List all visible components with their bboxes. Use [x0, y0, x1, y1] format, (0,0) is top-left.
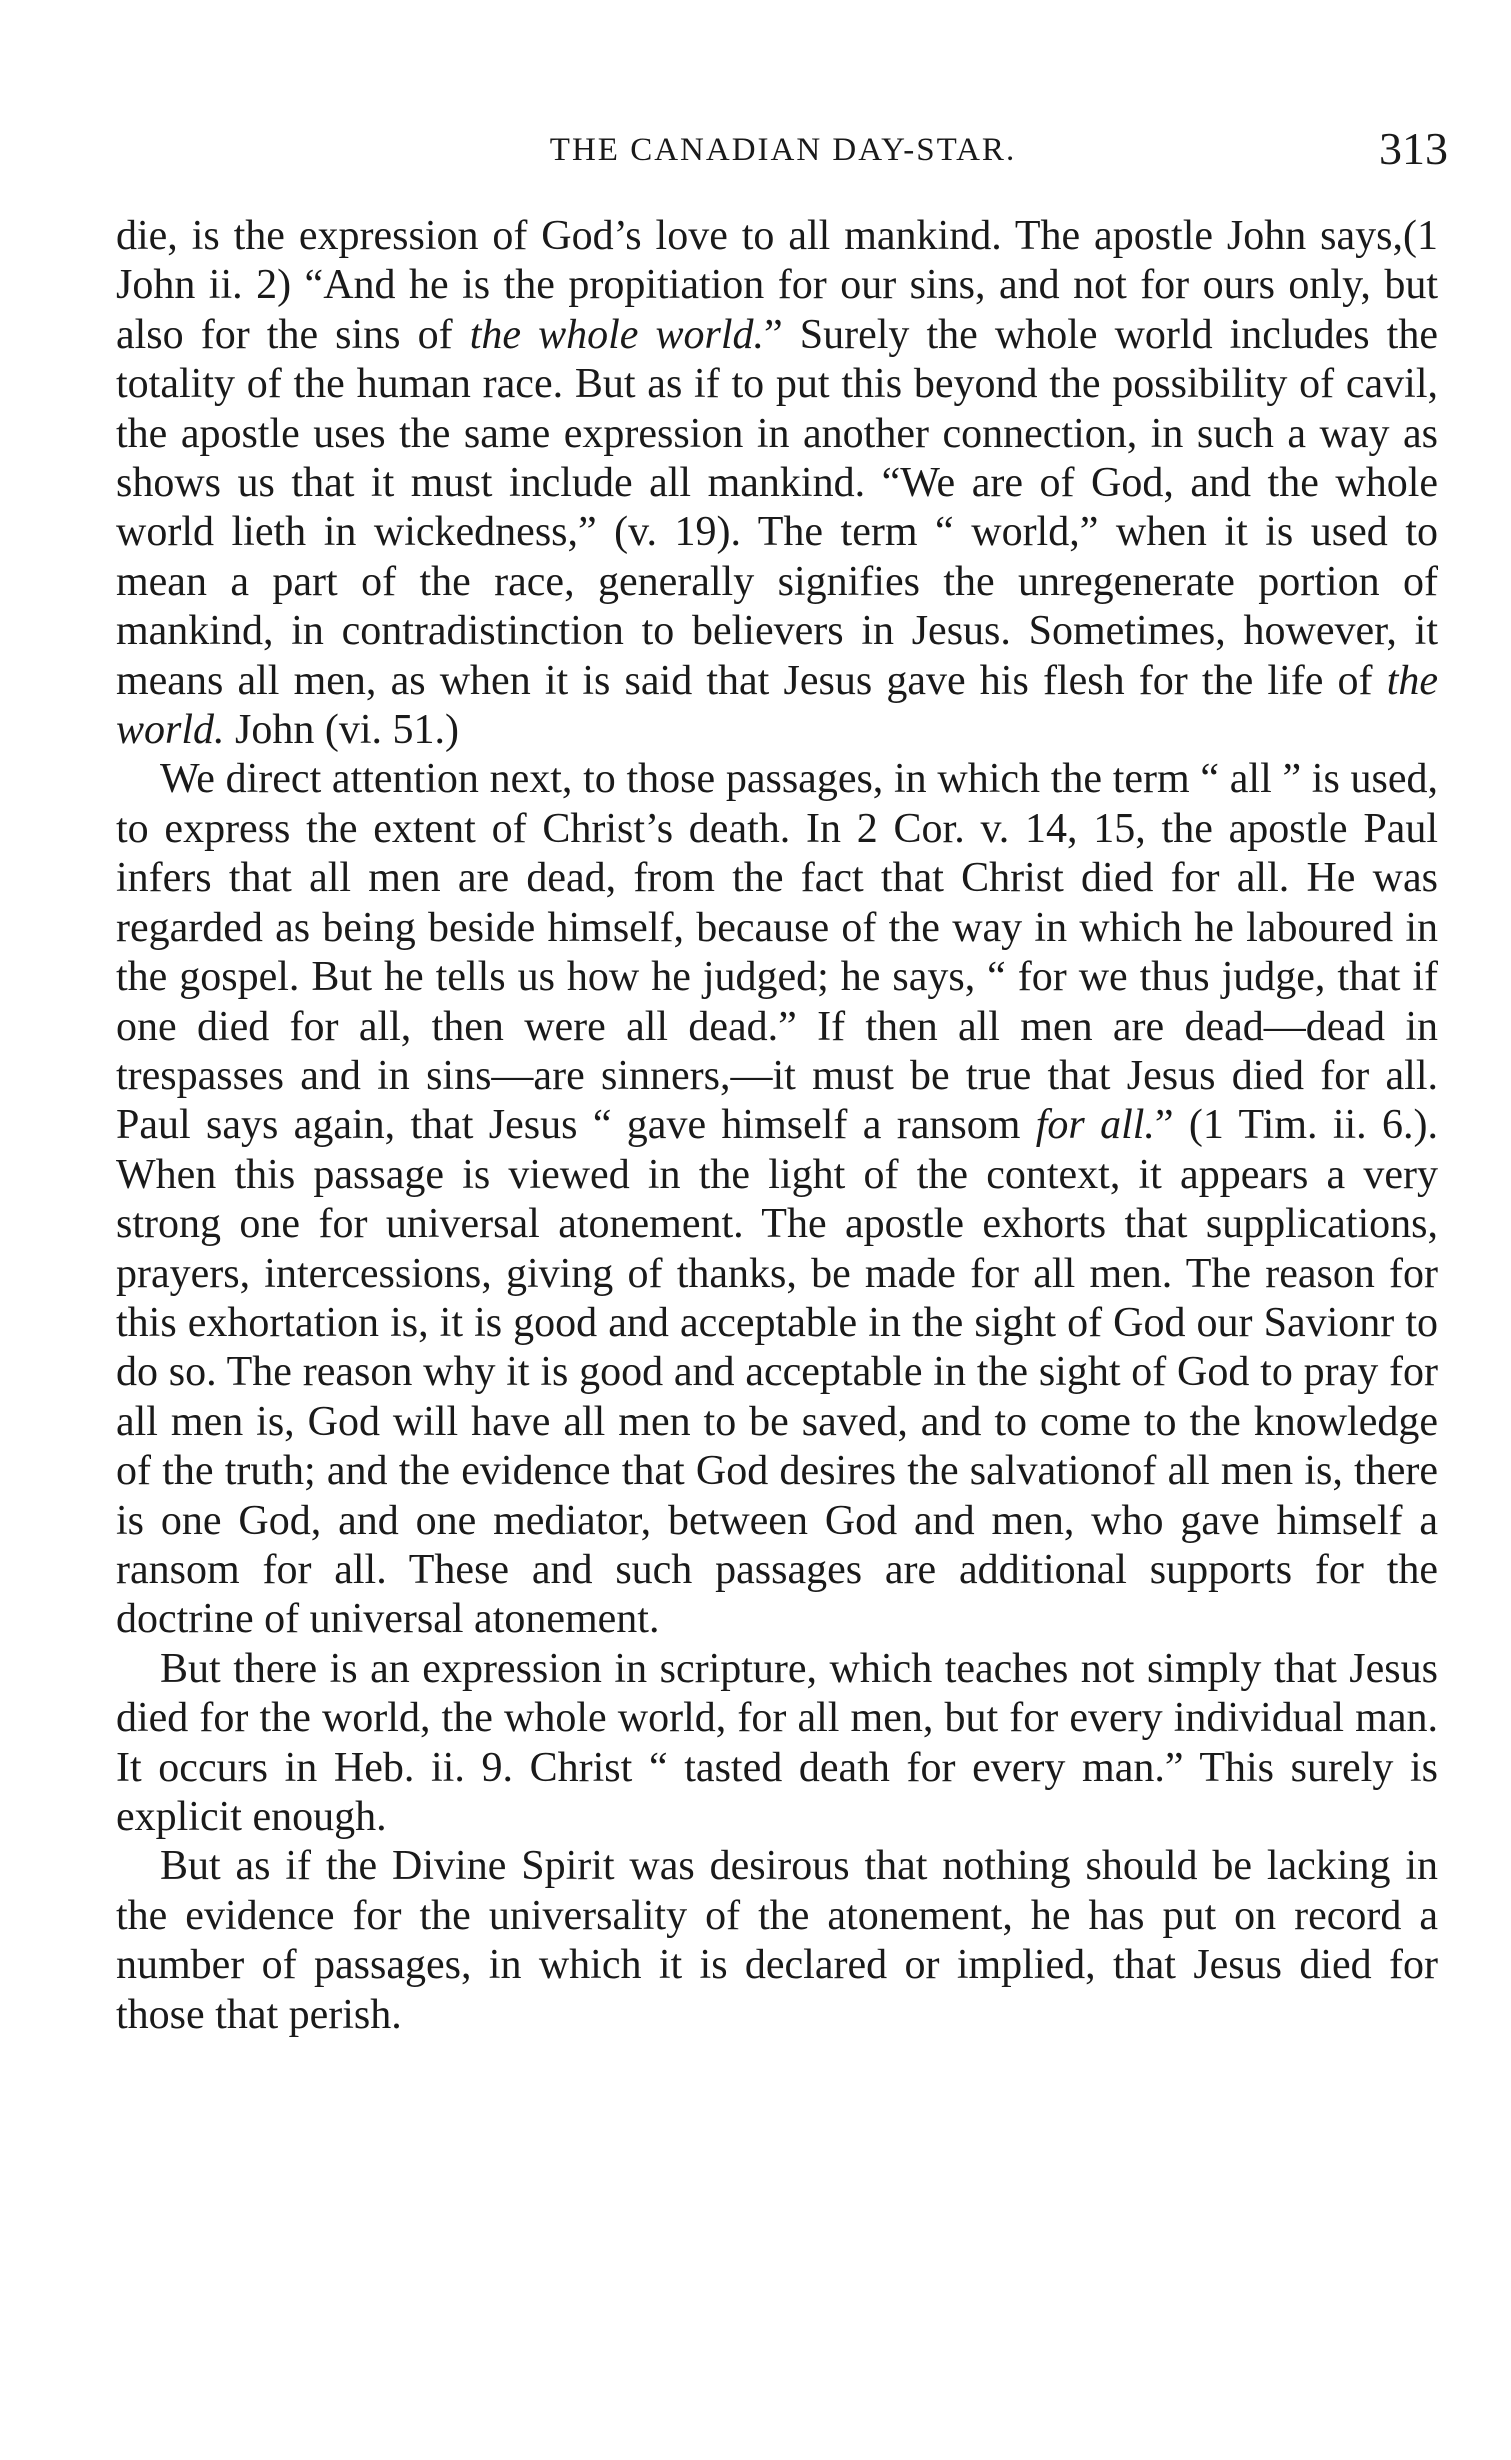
paragraph: [116, 1645, 1438, 1843]
text-segment: We direct attention next, to those passages, in which the term “ all ” is used, to express the extent of Christ’s death. In 2 Cor. v. 14, 15, the apostle Paul infers that all men are dead, from the fact that Christ died for all. He was regarded as being beside himself, because of the way in which he laboured in the gospel. But he tells us how he judged; he says, “ for we thus judge, that if one died for all, then were all dead.” If then all men are dead—dead in trespasses and in sins—are sinners,—it must be true that Jesus died for all. Paul says again, that Jesus “ gave himself a ransom: [116, 756, 1438, 1149]
text-segment: But there is an expression in scripture, which teaches not simply that Jesus died for the world, the whole world, for all men, but for every individual man. It occurs in Heb. ii. 9. Christ “ tasted death for every man.” This surely is explicit enough.: [116, 1645, 1438, 1840]
text-segment: John (vi. 51.): [224, 707, 460, 754]
text-segment: But as if the Divine Spirit was desirous that nothing should be lacking in the evidence for the universality of the atonement, he has put on record a number of passages, in which it is declared or implied, that Jesus died for those that perish.: [116, 1843, 1438, 2038]
italic-text: the world.: [116, 657, 1438, 754]
paragraph: [116, 212, 1438, 755]
running-head: [118, 122, 1448, 182]
paragraph: [116, 1842, 1438, 2040]
text-segment: die, is the expression of God’s love to all mankind. The apostle John says,(1 John ii. 2) “And he is the propitiation for our sins, and not for ours only, but also for the sins of: [116, 213, 1438, 358]
text-segment: ” Surely the whole world includes the totality of the human race. But as if to put this beyond the possibility of cavil, the apostle uses the same expression in another connection, in such a way as shows us that it must include all mankind. “We are of God, and the whole world lieth in wickedness,” (v. 19). The term “ world,” when it is used to mean a part of the race, generally signifies the unregenerate portion of mankind, in contradistinction to believers in Jesus. Sometimes, however, it means all men, as when it is said that Jesus gave his flesh for the life of: [116, 311, 1438, 704]
italic-text: the whole world.: [469, 311, 765, 358]
body-text: [116, 212, 1438, 2040]
paragraph: [116, 755, 1438, 1644]
italic-text: for all.: [1035, 1102, 1155, 1149]
page-number: 313: [1379, 123, 1448, 174]
running-title: THE CANADIAN DAY-STAR.: [549, 132, 1017, 168]
text-segment: ” (1 Tim. ii. 6.). When this passage is viewed in the light of the context, it appears a very strong one for universal atonement. The apostle exhorts that supplications, prayers, intercessions, giving of thanks, be made for all men. The reason for this exhortation is, it is good and acceptable in the sight of God our Savionr to do so. The reason why it is good and acceptable in the sight of God to pray for all men is, God will have all men to be saved, and to come to the knowledge of the truth; and the evidence that God desires the salvationof all men is, there is one God, and one mediator, between God and men, who gave himself a ransom for all. These and such passages are additional supports for the doctrine of universal atonement.: [116, 1102, 1438, 1643]
